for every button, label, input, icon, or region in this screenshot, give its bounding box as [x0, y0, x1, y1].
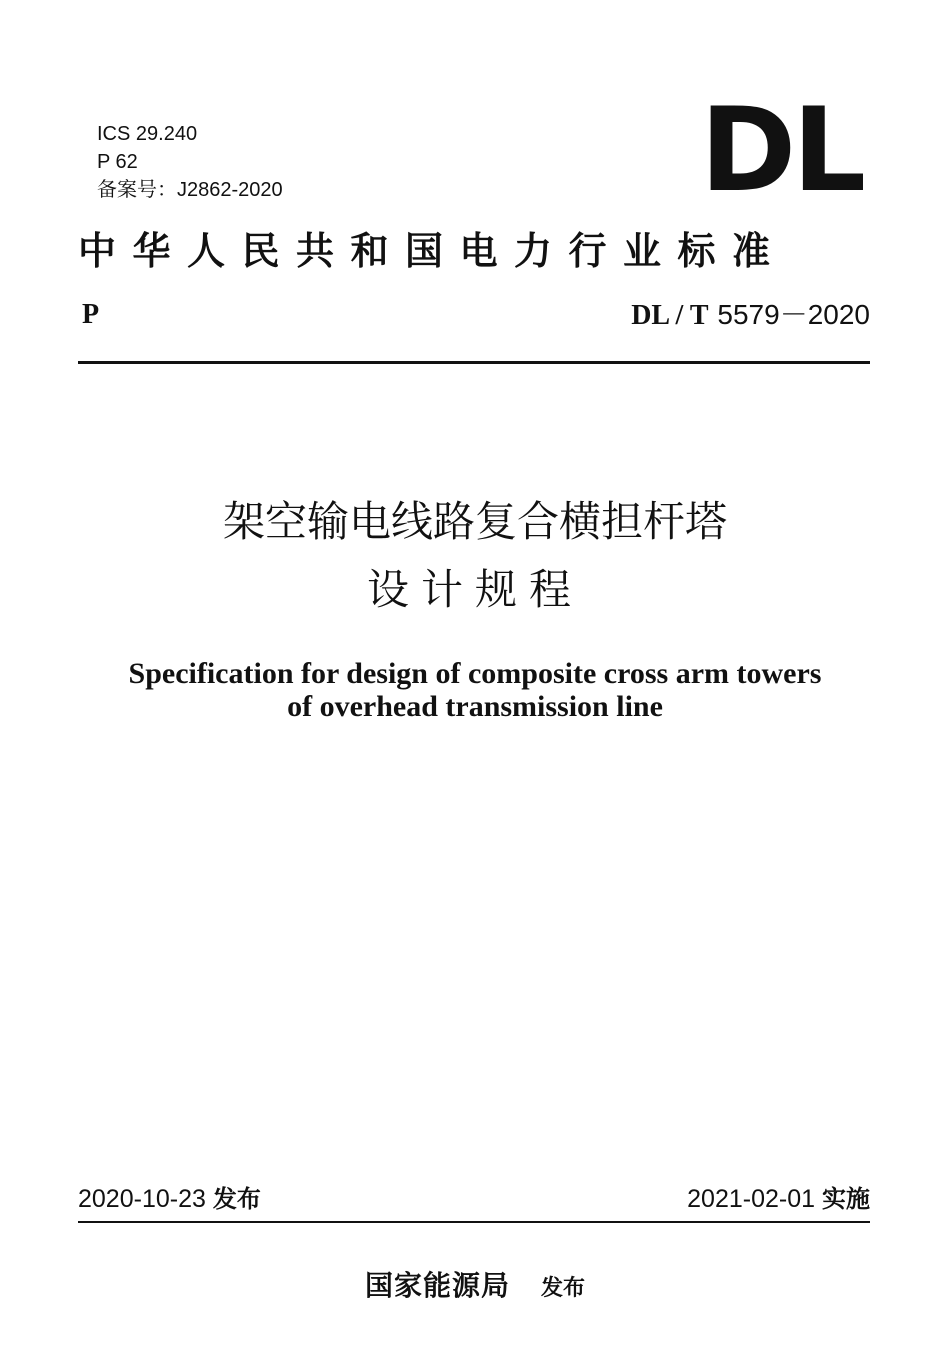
top-divider [78, 361, 870, 364]
standard-number [631, 295, 870, 336]
filing-number: 备案号：J2862-2020 [97, 179, 283, 201]
implement-label: 实施 [822, 1185, 870, 1213]
implement-date-block [687, 1182, 870, 1216]
ics-code: ICS 29.240 [97, 123, 198, 145]
english-title-line-2: of overhead transmission line [287, 690, 663, 723]
chinese-title-line-1: 架空输电线路复合横担杆塔 [222, 497, 727, 546]
classification-code: P 62 [97, 151, 138, 173]
publisher-organization: 国家能源局 [364, 1269, 510, 1302]
issue-date: 2020-10-23 [78, 1185, 206, 1213]
metadata-block [97, 120, 283, 204]
category-letter: P [82, 299, 100, 330]
standard-type-title: 中华人民共和国电力行业标准 [78, 228, 787, 273]
bottom-divider [78, 1221, 870, 1223]
standard-number-value: 5579－2020 [717, 299, 870, 330]
issue-date-block [78, 1182, 261, 1216]
publisher-action: 发布 [541, 1276, 586, 1301]
standard-code: DL / T [631, 300, 709, 331]
publisher-block [0, 1264, 950, 1304]
dl-logo: DL [700, 83, 863, 218]
issue-label: 发布 [212, 1185, 261, 1213]
chinese-title-line-2: 设计规程 [366, 565, 583, 614]
implement-date: 2021-02-01 [687, 1185, 816, 1213]
english-title-line-1: Specification for design of composite cross arm towers [128, 657, 822, 690]
